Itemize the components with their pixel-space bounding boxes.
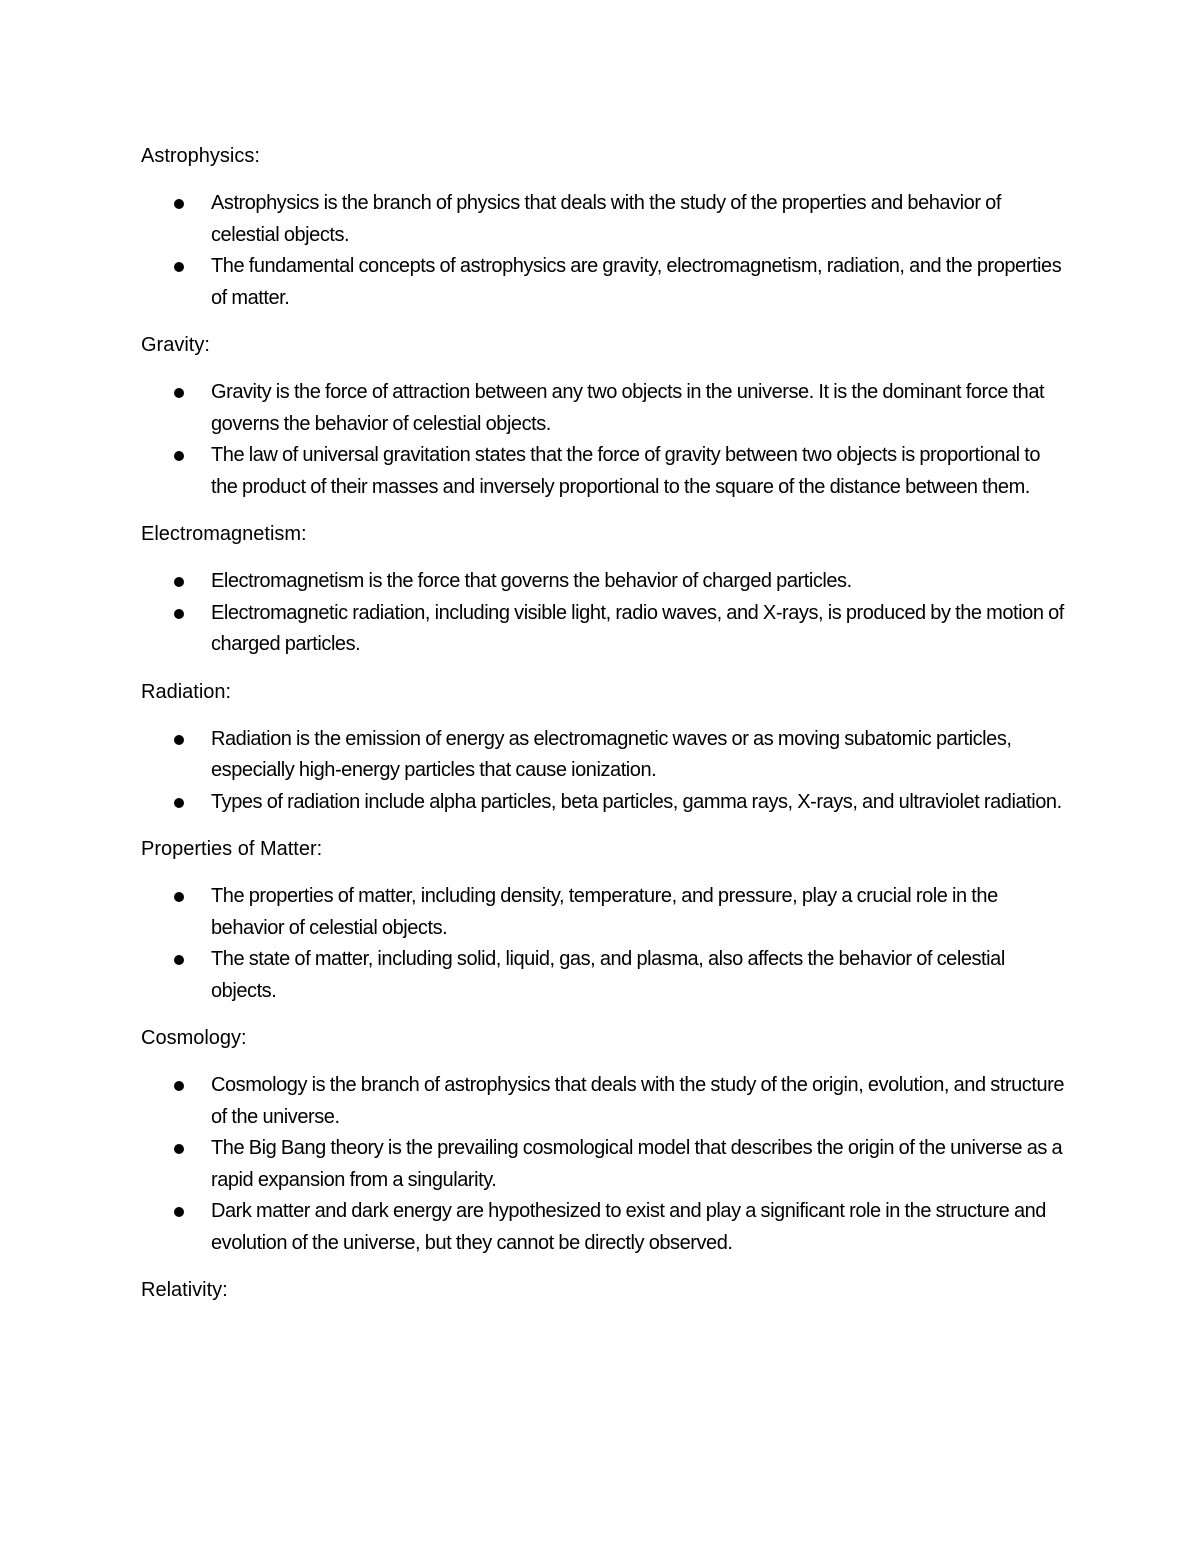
bullet-icon — [174, 1207, 184, 1217]
section-radiation — [141, 677, 1071, 819]
bullet-icon — [174, 1144, 184, 1154]
bullet-icon — [174, 955, 184, 965]
list-item-text: Electromagnetic radiation, including visible light, radio waves, and X-rays, is produced by the motion of charged particles. — [211, 601, 1064, 655]
list-item — [141, 1070, 1071, 1133]
bullet-icon — [174, 199, 184, 209]
bullet-list — [141, 1070, 1071, 1259]
document-body — [141, 141, 1071, 1322]
list-item-text: Astrophysics is the branch of physics that deals with the study of the properties and behavior of celestial objects. — [211, 192, 1001, 246]
list-item-text: The fundamental concepts of astrophysics are gravity, electromagnetism, radiation, and the properties of matter. — [211, 255, 1062, 309]
section-relativity — [141, 1275, 1071, 1306]
section-astrophysics — [141, 141, 1071, 314]
list-item — [141, 598, 1071, 661]
section-electromagnetism — [141, 519, 1071, 661]
bullet-list — [141, 881, 1071, 1007]
list-item — [141, 440, 1071, 503]
section-gravity — [141, 330, 1071, 503]
bullet-icon — [174, 735, 184, 745]
bullet-list — [141, 566, 1071, 661]
list-item — [141, 377, 1071, 440]
bullet-icon — [174, 798, 184, 808]
section-properties-of-matter — [141, 834, 1071, 1007]
list-item-text: Types of radiation include alpha particles, beta particles, gamma rays, X-rays, and ultraviolet radiation. — [211, 790, 1062, 813]
bullet-list — [141, 724, 1071, 819]
bullet-icon — [174, 262, 184, 272]
section-heading: Radiation: — [141, 680, 232, 703]
bullet-icon — [174, 892, 184, 902]
bullet-list — [141, 377, 1071, 503]
list-item-text: The Big Bang theory is the prevailing cosmological model that describes the origin of the universe as a rapid expansion from a singularity. — [211, 1137, 1063, 1191]
section-heading: Astrophysics: — [141, 145, 260, 167]
bullet-icon — [174, 451, 184, 461]
section-heading: Cosmology: — [141, 1027, 247, 1049]
bullet-icon — [174, 609, 184, 619]
bullet-icon — [174, 577, 184, 587]
list-item — [141, 188, 1071, 251]
list-item-text: Gravity is the force of attraction between any two objects in the universe. It is the dominant force that governs the behavior of celestial objects. — [211, 381, 1045, 435]
list-item — [141, 251, 1071, 314]
list-item-text: The properties of matter, including density, temperature, and pressure, play a crucial role in the behavior of celestial objects. — [211, 885, 998, 939]
list-item-text: The state of matter, including solid, liquid, gas, and plasma, also affects the behavior of celestial objects. — [211, 948, 1005, 1002]
list-item-text: Electromagnetism is the force that governs the behavior of charged particles. — [211, 570, 852, 592]
section-heading: Electromagnetism: — [141, 523, 307, 545]
list-item-text: Radiation is the emission of energy as electromagnetic waves or as moving subatomic particles, especially high-energy particles that cause ionization. — [211, 727, 1012, 781]
section-cosmology — [141, 1023, 1071, 1259]
list-item — [141, 566, 1071, 598]
bullet-list — [141, 188, 1071, 314]
list-item-text: Dark matter and dark energy are hypothesized to exist and play a significant role in the structure and evolution of the universe, but they cannot be directly observed. — [211, 1200, 1046, 1254]
list-item-text: The law of universal gravitation states that the force of gravity between two objects is proportional to the product of their masses and inversely proportional to the square of the distance between them. — [211, 444, 1040, 498]
list-item-text: Cosmology is the branch of astrophysics that deals with the study of the origin, evolution, and structure of the universe. — [211, 1074, 1065, 1128]
list-item — [141, 881, 1071, 944]
bullet-icon — [174, 388, 184, 398]
section-heading: Relativity: — [141, 1279, 228, 1301]
list-item — [141, 944, 1071, 1007]
list-item — [141, 1196, 1071, 1259]
list-item — [141, 787, 1071, 819]
bullet-icon — [174, 1081, 184, 1091]
list-item — [141, 724, 1071, 787]
list-item — [141, 1133, 1071, 1196]
section-heading: Gravity: — [141, 334, 210, 356]
section-heading: Properties of Matter: — [141, 838, 323, 860]
